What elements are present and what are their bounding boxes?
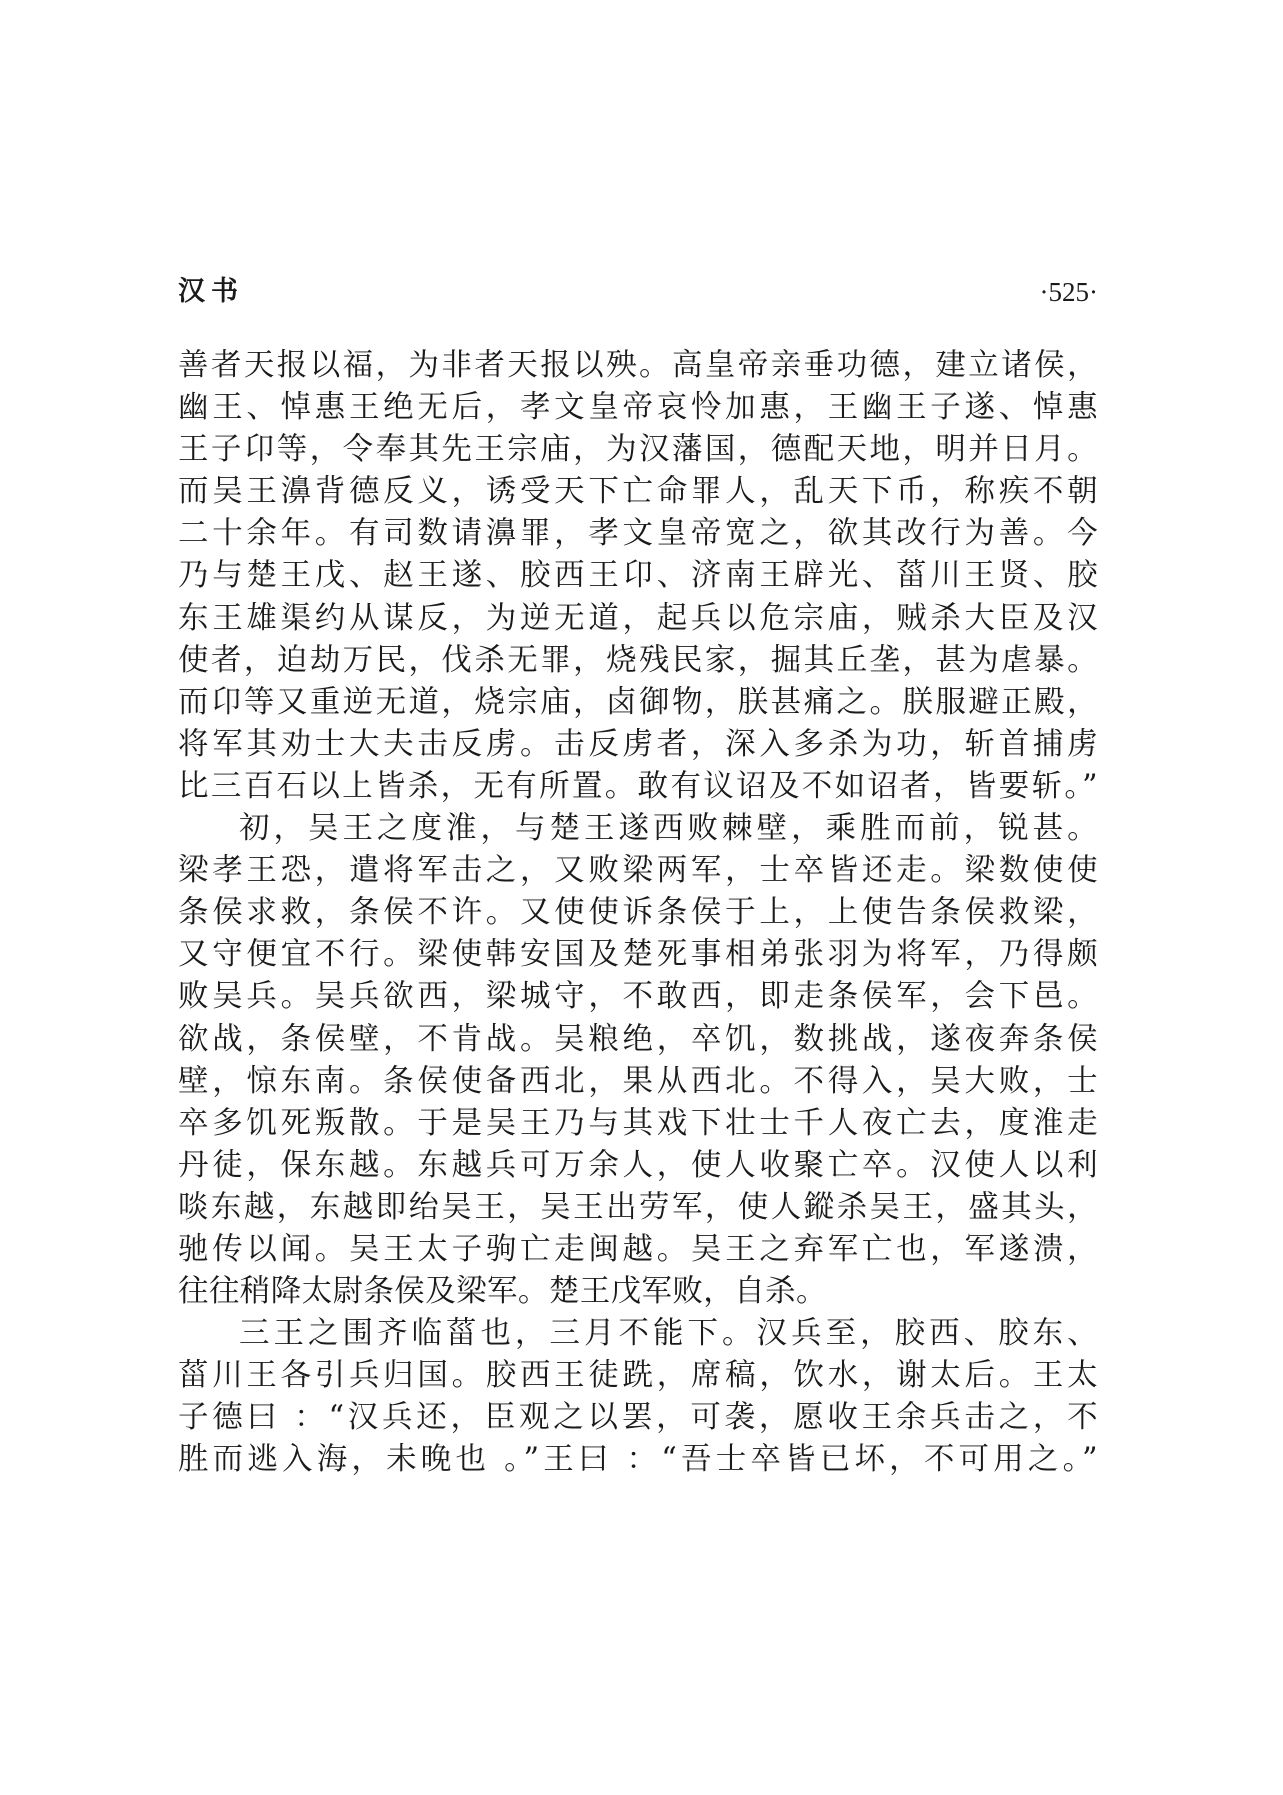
page-number: ·525· xyxy=(1039,277,1098,307)
text-line: 使者，迫劫万民，伐杀无罪，烧残民家，掘其丘垄，甚为虐暴。 xyxy=(178,642,1098,678)
text-line: 三王之围齐临菑也，三月不能下。汉兵至，胶西、胶东、 xyxy=(239,1316,1098,1352)
text-line: 乃与楚王戊、赵王遂、胶西王卬、济南王辟光、菑川王贤、胶 xyxy=(178,558,1098,594)
running-head xyxy=(178,270,1098,314)
text-line: 往往稍降太尉条侯及梁军。楚王戊军败，自杀。 xyxy=(178,1274,827,1310)
text-line: 胜而逃入海，未晚也 。”王曰 ：“吾士卒皆已坏，不可用之。” xyxy=(178,1442,1098,1478)
text-line: 子德曰 ：“汉兵还，臣观之以罢，可袭，愿收王余兵击之，不 xyxy=(178,1400,1098,1436)
text-line: 二十余年。有司数请濞罪，孝文皇帝宽之，欲其改行为善。今 xyxy=(178,516,1098,552)
text-line: 菑川王各引兵归国。胶西王徒跣，席稿，饮水，谢太后。王太 xyxy=(178,1358,1098,1394)
text-line: 梁孝王恐，遣将军击之，又败梁两军，士卒皆还走。梁数使使 xyxy=(178,853,1098,889)
text-line: 善者天报以福，为非者天报以殃。高皇帝亲垂功德，建立诸侯， xyxy=(178,348,1098,383)
text-line: 东王雄渠约从谋反，为逆无道，起兵以危宗庙，贼杀大臣及汉 xyxy=(178,600,1098,636)
text-line: 丹徒，保东越。东越兵可万余人，使人收聚亡卒。汉使人以利 xyxy=(178,1147,1098,1183)
text-line: 驰传以闻。吴王太子驹亡走闽越。吴王之弃军亡也，军遂溃， xyxy=(178,1231,1098,1267)
text-line: 比三百石以上皆杀，无有所置。敢有议诏及不如诏者，皆要斩。” xyxy=(178,768,1098,804)
text-line: 啖东越，东越即绐吴王，吴王出劳军，使人鏦杀吴王，盛其头， xyxy=(178,1189,1098,1225)
text-line: 而卬等又重逆无道，烧宗庙，卤御物，朕甚痛之。朕服避正殿， xyxy=(178,684,1098,720)
text-line: 败吴兵。吴兵欲西，梁城守，不敢西，即走条侯军，会下邑。 xyxy=(178,979,1098,1015)
book-title: 汉书 xyxy=(178,276,244,307)
text-line: 卒多饥死叛散。于是吴王乃与其戏下壮士千人夜亡去，度淮走 xyxy=(178,1105,1098,1141)
text-line: 而吴王濞背德反义，诱受天下亡命罪人，乱天下币，称疾不朝 xyxy=(178,474,1098,510)
text-line: 王子卬等，令奉其先王宗庙，为汉藩国，德配天地，明并日月。 xyxy=(178,432,1098,468)
body-text xyxy=(178,345,1098,1482)
text-line: 条侯求救，条侯不许。又使使诉条侯于上，上使告条侯救梁， xyxy=(178,895,1098,931)
text-line: 欲战，条侯壁，不肯战。吴粮绝，卒饥，数挑战，遂夜奔条侯 xyxy=(178,1021,1098,1057)
text-line: 初，吴王之度淮，与楚王遂西败棘壁，乘胜而前，锐甚。 xyxy=(239,811,1098,847)
text-line: 壁，惊东南。条侯使备西北，果从西北。不得入，吴大败，士 xyxy=(178,1063,1098,1099)
text-line: 又守便宜不行。梁使韩安国及楚死事相弟张羽为将军，乃得颇 xyxy=(178,937,1098,973)
text-line: 幽王、悼惠王绝无后，孝文皇帝哀怜加惠，王幽王子遂、悼惠 xyxy=(178,390,1098,426)
text-line: 将军其劝士大夫击反虏。击反虏者，深入多杀为功，斩首捕虏 xyxy=(178,726,1098,762)
